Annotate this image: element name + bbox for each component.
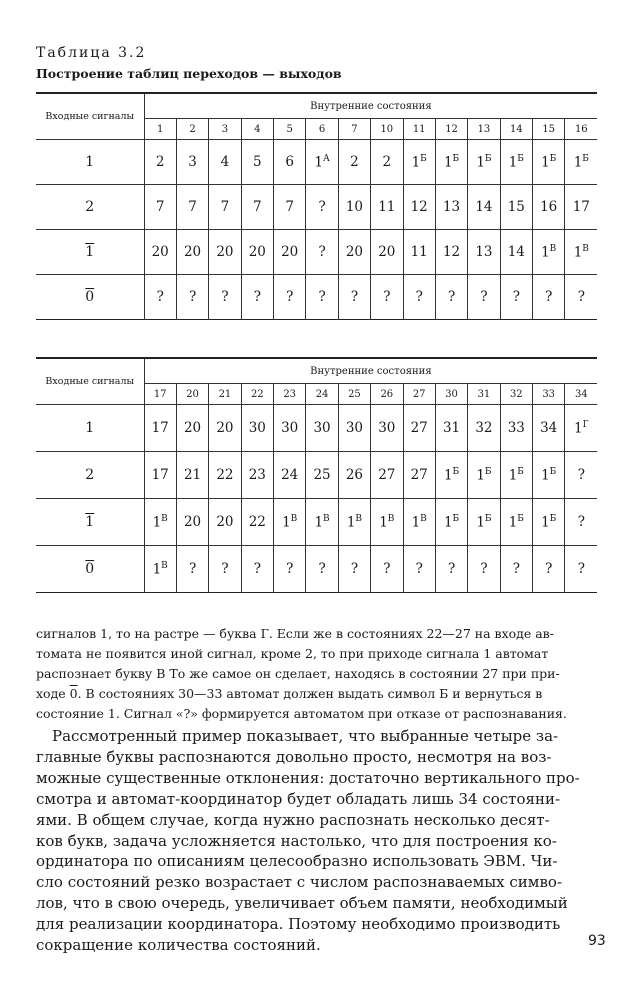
- transition-cell: 20: [209, 405, 241, 452]
- body-paragraph: [36, 726, 606, 956]
- transition-cell: $1^В$: [144, 499, 176, 546]
- transition-cell: 10: [338, 185, 370, 230]
- transition-cell: 20: [144, 230, 176, 275]
- transition-cell: 32: [468, 405, 500, 452]
- transition-cell: $1^Б$: [468, 452, 500, 499]
- transition-cell: $1^Б$: [533, 499, 565, 546]
- state-header-cell: 2: [176, 119, 208, 140]
- transition-cell: $1^В$: [565, 230, 597, 275]
- transition-cell: 30: [306, 405, 338, 452]
- transition-cell: ?: [371, 275, 403, 320]
- small-line: распознает букву В То же самое он сделает, находясь в состоянии 27 при при-: [36, 666, 560, 681]
- state-header-cell: 34: [565, 384, 597, 405]
- body-line: сло состояний резко возрастает с числом распознаваемых симво-: [36, 873, 563, 892]
- state-header-cell: 23: [274, 384, 306, 405]
- transition-cell: ?: [176, 546, 208, 593]
- transition-cell: 2: [371, 140, 403, 185]
- transition-cell: 20: [176, 230, 208, 275]
- state-header-cell: 20: [176, 384, 208, 405]
- transition-cell: 30: [274, 405, 306, 452]
- transition-cell: ?: [338, 275, 370, 320]
- transition-cell: 11: [371, 185, 403, 230]
- transition-cell: 30: [241, 405, 273, 452]
- transition-cell: 2: [144, 140, 176, 185]
- transition-cell: 14: [468, 185, 500, 230]
- table-label: Таблица 3.2: [36, 45, 147, 61]
- transition-cell: 7: [209, 185, 241, 230]
- transition-cell: ?: [565, 452, 597, 499]
- transition-cell: 34: [533, 405, 565, 452]
- transition-cell: ?: [577, 561, 585, 577]
- transition-cell: ?: [371, 546, 403, 593]
- state-header-cell: 21: [209, 384, 241, 405]
- transition-cell: 21: [176, 452, 208, 499]
- transition-cell: 11: [403, 230, 435, 275]
- transition-cell: $1^В$: [274, 499, 306, 546]
- transition-cell: $1^А$: [306, 140, 338, 185]
- state-header-cell: 25: [338, 384, 370, 405]
- body-line: ков букв, задача усложняется настолько, что для построения ко-: [36, 831, 557, 850]
- transition-cell: ?: [274, 275, 306, 320]
- input-signal-label: 1: [36, 499, 144, 546]
- transition-cell: 20: [176, 499, 208, 546]
- transition-table-2: [36, 357, 597, 593]
- transition-cell: ?: [435, 546, 467, 593]
- transition-cell: 33: [500, 405, 532, 452]
- transition-cell: ?: [209, 275, 241, 320]
- transition-cell: $1^В$: [403, 499, 435, 546]
- state-header-cell: 15: [533, 119, 565, 140]
- state-header-cell: 13: [468, 119, 500, 140]
- transition-cell: ?: [306, 185, 338, 230]
- transition-cell: $1^В$: [144, 546, 176, 593]
- transition-cell: ?: [176, 275, 208, 320]
- input-signal-label: 0: [36, 275, 144, 320]
- table-title: Построение таблиц переходов — выходов: [36, 66, 342, 81]
- body-line: главные буквы распознаются довольно просто, несмотря на воз-: [36, 747, 552, 766]
- transition-cell: ?: [435, 275, 467, 320]
- transition-cell: 27: [371, 452, 403, 499]
- transition-cell: ?: [500, 275, 532, 320]
- state-header-cell: 7: [338, 119, 370, 140]
- transition-cell: 15: [500, 185, 532, 230]
- transition-cell: $1^Б$: [500, 452, 532, 499]
- transition-cell: ?: [403, 546, 435, 593]
- transition-cell: 13: [435, 185, 467, 230]
- state-header-cell: 30: [435, 384, 467, 405]
- body-line: смотра и автомат-координатор будет обладать лишь 34 состояни-: [36, 789, 561, 808]
- input-signal-label: 1: [36, 230, 144, 275]
- state-header-cell: 4: [241, 119, 273, 140]
- transition-cell: 20: [338, 230, 370, 275]
- transition-cell: $1^В$: [338, 499, 370, 546]
- input-signal-label: 0: [36, 546, 144, 593]
- transition-cell: 23: [241, 452, 273, 499]
- states-header: Внутренние состояния: [144, 358, 597, 384]
- state-header-cell: 22: [241, 384, 273, 405]
- body-line: Рассмотренный пример показывает, что выбранные четыре за-: [52, 727, 559, 745]
- state-header-cell: 27: [403, 384, 435, 405]
- input-signal-label: 1: [36, 405, 144, 452]
- transition-cell: 22: [209, 452, 241, 499]
- state-header-cell: 31: [468, 384, 500, 405]
- input-signals-header: Входные сигналы: [36, 93, 144, 140]
- state-header-cell: 5: [274, 119, 306, 140]
- transition-cell: $1^Б$: [500, 140, 532, 185]
- body-line: сокращение количества состояний.: [36, 936, 321, 955]
- small-line: сигналов 1, то на растре — буква Г. Если же в состояниях 22—27 на входе ав-: [36, 626, 554, 641]
- state-header-cell: 33: [533, 384, 565, 405]
- transition-cell: ?: [577, 289, 585, 305]
- transition-cell: 20: [241, 230, 273, 275]
- small-paragraph: [36, 624, 604, 724]
- transition-cell: 7: [241, 185, 273, 230]
- input-signal-label: 2: [36, 452, 144, 499]
- transition-cell: $1^Б$: [403, 140, 435, 185]
- transition-cell: $1^Г$: [565, 405, 597, 452]
- transition-cell: 27: [403, 452, 435, 499]
- transition-cell: $1^Б$: [435, 140, 467, 185]
- transition-cell: 4: [209, 140, 241, 185]
- transition-cell: 20: [209, 230, 241, 275]
- state-header-cell: 12: [435, 119, 467, 140]
- state-header-cell: 17: [144, 384, 176, 405]
- transition-cell: ?: [468, 275, 500, 320]
- transition-cell: ?: [241, 546, 273, 593]
- transition-cell: 25: [306, 452, 338, 499]
- transition-cell: 20: [371, 230, 403, 275]
- transition-cell: $1^Б$: [468, 140, 500, 185]
- input-signals-header: Входные сигналы: [36, 358, 144, 405]
- transition-cell: 24: [274, 452, 306, 499]
- transition-cell: 31: [435, 405, 467, 452]
- states-header: Внутренние состояния: [144, 93, 597, 119]
- state-header-cell: 24: [306, 384, 338, 405]
- transition-cell: 22: [241, 499, 273, 546]
- body-line: можные существенные отклонения: достаточно вертикального про-: [36, 768, 580, 787]
- small-line: томата не появится иной сигнал, кроме 2, то при приходе сигнала 1 автомат: [36, 646, 549, 661]
- body-line: ординатора по описаниям целесообразно использовать ЭВМ. Чи-: [36, 852, 558, 871]
- small-line: ходе 0. В состояниях 30—33 автомат должен выдать символ Б и вернуться в: [36, 686, 543, 701]
- transition-cell: ?: [306, 546, 338, 593]
- transition-cell: ?: [338, 546, 370, 593]
- transition-cell: $1^Б$: [500, 499, 532, 546]
- transition-cell: ?: [565, 499, 597, 546]
- transition-cell: 14: [500, 230, 532, 275]
- transition-cell: 20: [274, 230, 306, 275]
- transition-cell: 27: [403, 405, 435, 452]
- transition-cell: $1^Б$: [468, 499, 500, 546]
- transition-cell: ?: [403, 275, 435, 320]
- body-line: ями. В общем случае, когда нужно распознать несколько десят-: [36, 810, 550, 829]
- transition-cell: 3: [176, 140, 208, 185]
- transition-cell: ?: [500, 546, 532, 593]
- state-header-cell: 6: [306, 119, 338, 140]
- transition-cell: 12: [435, 230, 467, 275]
- transition-cell: $1^В$: [371, 499, 403, 546]
- transition-cell: 30: [338, 405, 370, 452]
- transition-table-1: [36, 92, 597, 320]
- transition-cell: 13: [468, 230, 500, 275]
- transition-cell: $1^Б$: [435, 452, 467, 499]
- transition-cell: ?: [209, 546, 241, 593]
- transition-cell: 30: [371, 405, 403, 452]
- transition-cell: ?: [274, 546, 306, 593]
- transition-cell: 5: [241, 140, 273, 185]
- input-signal-label: 1: [36, 140, 144, 185]
- transition-cell: ?: [533, 546, 565, 593]
- state-header-cell: 14: [500, 119, 532, 140]
- transition-cell: $1^В$: [533, 230, 565, 275]
- transition-cell: 7: [274, 185, 306, 230]
- transition-cell: 17: [144, 405, 176, 452]
- transition-cell: 20: [176, 405, 208, 452]
- state-header-cell: 10: [371, 119, 403, 140]
- transition-cell: ?: [144, 275, 176, 320]
- state-header-cell: 26: [371, 384, 403, 405]
- body-line: лов, что в свою очередь, увеличивает объем памяти, необходимый: [36, 894, 568, 913]
- transition-cell: 17: [565, 185, 597, 230]
- transition-cell: $1^Б$: [565, 140, 597, 185]
- transition-cell: $1^Б$: [533, 140, 565, 185]
- transition-cell: 16: [533, 185, 565, 230]
- transition-cell: $1^Б$: [435, 499, 467, 546]
- transition-cell: ?: [533, 275, 565, 320]
- transition-cell: 6: [274, 140, 306, 185]
- transition-cell: 20: [209, 499, 241, 546]
- transition-cell: $1^В$: [306, 499, 338, 546]
- state-header-cell: 11: [403, 119, 435, 140]
- transition-cell: 7: [176, 185, 208, 230]
- transition-cell: 26: [338, 452, 370, 499]
- transition-cell: ?: [306, 230, 338, 275]
- transition-cell: 2: [338, 140, 370, 185]
- transition-cell: $1^Б$: [533, 452, 565, 499]
- transition-cell: 17: [144, 452, 176, 499]
- body-line: для реализации координатора. Поэтому необходимо производить: [36, 915, 561, 934]
- state-header-cell: 1: [144, 119, 176, 140]
- input-signal-label: 2: [36, 185, 144, 230]
- state-header-cell: 3: [209, 119, 241, 140]
- transition-cell: ?: [241, 275, 273, 320]
- transition-cell: ?: [468, 546, 500, 593]
- transition-cell: ?: [306, 275, 338, 320]
- small-line: состояние 1. Сигнал «?» формируется автоматом при отказе от распознавания.: [36, 706, 567, 721]
- state-header-cell: 32: [500, 384, 532, 405]
- page-number: 93: [588, 933, 606, 949]
- transition-cell: 12: [403, 185, 435, 230]
- transition-cell: 7: [144, 185, 176, 230]
- state-header-cell: 16: [565, 119, 597, 140]
